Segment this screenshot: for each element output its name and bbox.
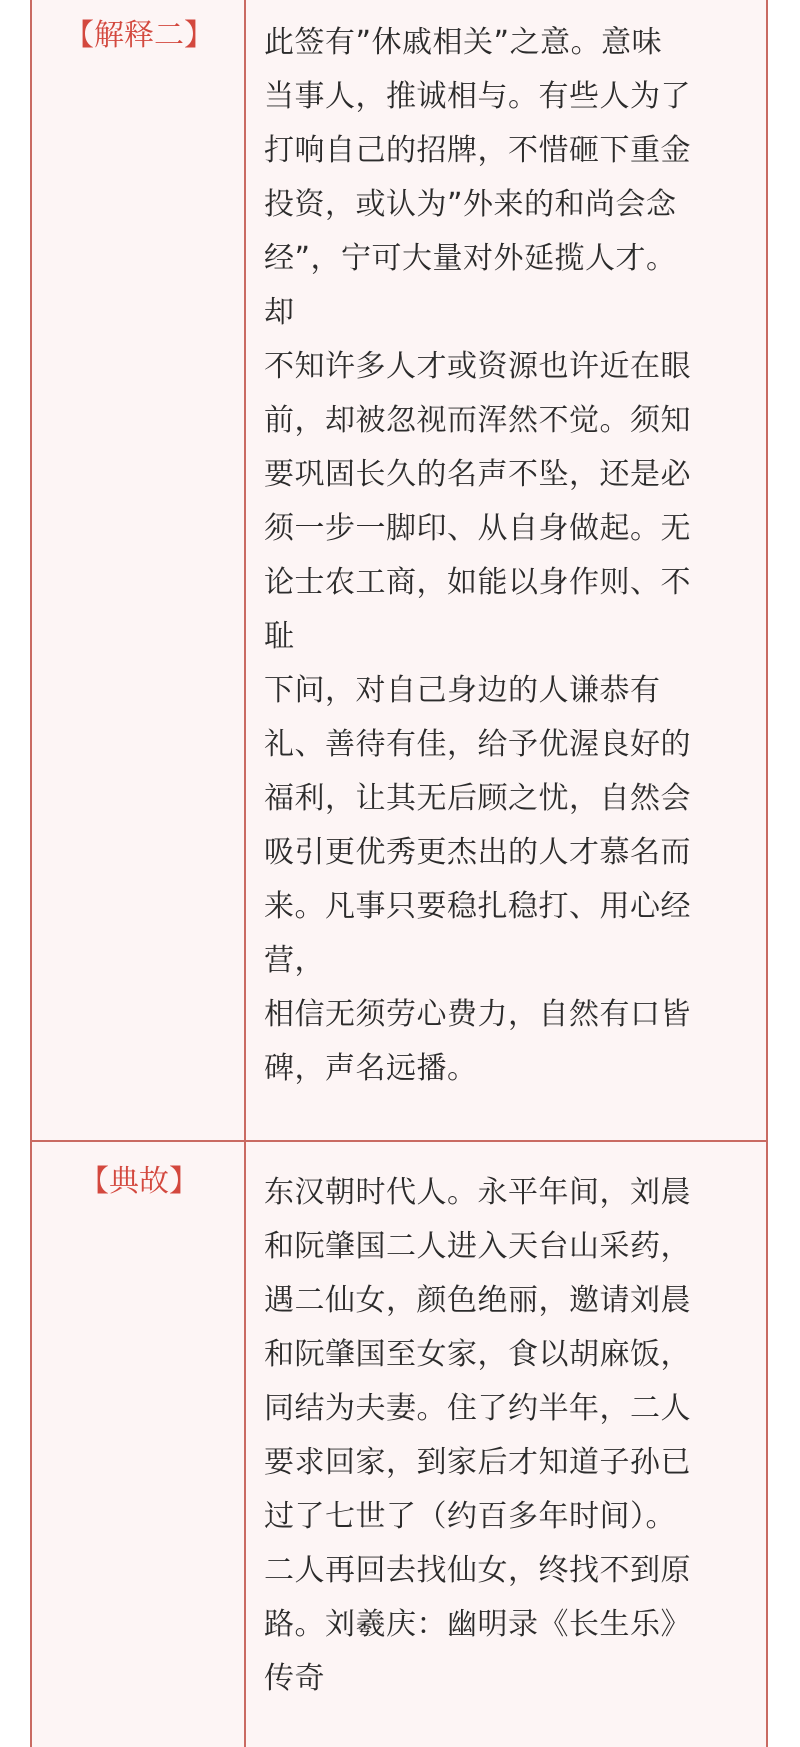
text-line: 和阮肇国至女家，食以胡麻饭， xyxy=(264,1337,691,1372)
text-line: 吸引更优秀更杰出的人才慕名而 xyxy=(264,835,691,870)
text-line: 却 xyxy=(264,295,295,330)
text-line: 同结为夫妻。住了约半年，二人 xyxy=(264,1391,691,1426)
fortune-table xyxy=(30,0,768,1747)
text-line: 打响自己的招牌，不惜砸下重金 xyxy=(264,133,691,168)
label-cell xyxy=(32,0,246,1140)
text-line: 不知许多人才或资源也许近在眼 xyxy=(264,349,691,384)
text-line: 耻 xyxy=(264,619,295,654)
table-row-allusion xyxy=(32,1142,766,1747)
text-line: 东汉朝时代人。永平年间，刘晨 xyxy=(264,1175,691,1210)
text-line: 当事人，推诚相与。有些人为了 xyxy=(264,79,691,114)
text-line: 须一步一脚印、从自身做起。无 xyxy=(264,511,691,546)
explanation-two-text xyxy=(264,0,750,1096)
text-line: 礼、善待有佳，给予优渥良好的 xyxy=(264,727,691,762)
allusion-text xyxy=(264,1142,750,1706)
text-line: 经”，宁可大量对外延揽人才。 xyxy=(264,241,677,276)
text-line: 过了七世了（约百多年时间）。 xyxy=(264,1499,676,1534)
text-line: 传奇 xyxy=(264,1661,325,1696)
content-cell xyxy=(246,1142,766,1747)
text-line: 来。凡事只要稳扎稳打、用心经 xyxy=(264,889,691,924)
text-line: 要求回家，到家后才知道子孙已 xyxy=(264,1445,691,1480)
text-line: 和阮肇国二人进入天台山采药， xyxy=(264,1229,691,1264)
text-line: 福利，让其无后顾之忧，自然会 xyxy=(264,781,691,816)
text-line: 相信无须劳心费力，自然有口皆 xyxy=(264,997,691,1032)
text-line: 碑，声名远播。 xyxy=(264,1051,478,1086)
text-line: 遇二仙女，颜色绝丽，邀请刘晨 xyxy=(264,1283,691,1318)
table-row-explanation-two xyxy=(32,0,766,1142)
text-line: 营， xyxy=(264,943,325,978)
text-line: 二人再回去找仙女，终找不到原 xyxy=(264,1553,691,1588)
text-line: 下问，对自己身边的人谦恭有 xyxy=(264,673,661,708)
text-line: 前，却被忽视而浑然不觉。须知 xyxy=(264,403,691,438)
text-line: 论士农工商，如能以身作则、不 xyxy=(264,565,691,600)
section-label-explanation-two: 【解释二】 xyxy=(64,18,214,53)
section-label-allusion: 【典故】 xyxy=(79,1164,199,1199)
content-cell xyxy=(246,0,766,1140)
text-line: 路。刘羲庆：幽明录《长生乐》 xyxy=(264,1607,691,1642)
label-cell xyxy=(32,1142,246,1747)
text-line: 此签有”休戚相关”之意。意味 xyxy=(264,25,663,60)
text-line: 投资，或认为”外来的和尚会念 xyxy=(264,187,677,222)
text-line: 要巩固长久的名声不坠，还是必 xyxy=(264,457,691,492)
